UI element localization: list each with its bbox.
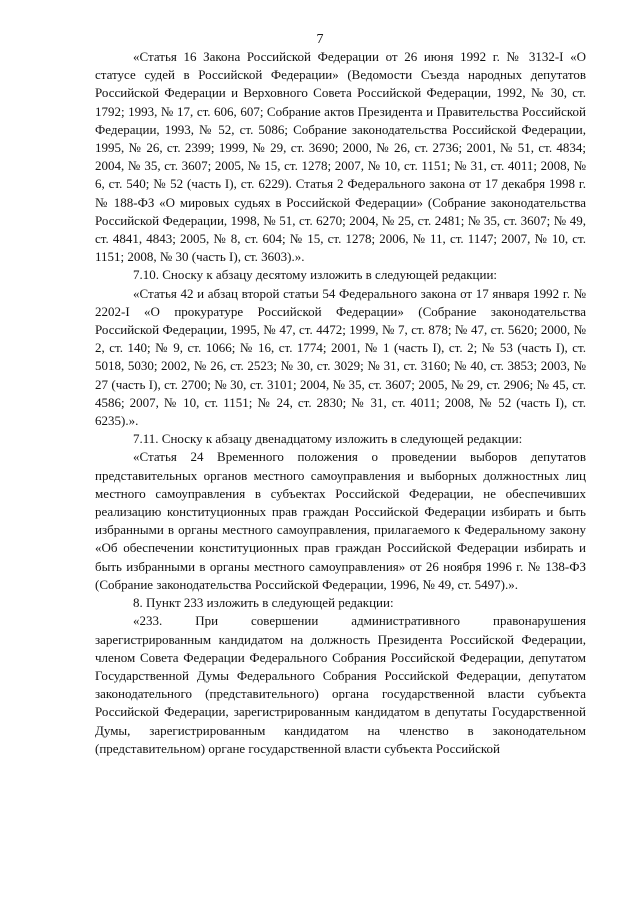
paragraph-article-42-quote: «Статья 42 и абзац второй статьи 54 Федерального закона от 17 января 1992 г. № 2202-I «О прокуратуре Российской Федерации» (Собрание законодательства Российской Федерации, 1995, № 47, ст. 4472; 1999, № 7, ст. 878; № 47, ст. 5620; 2000, № 2, ст. 140; № 9, ст. 1066; № 16, ст. 1774; 2001, № 1 (часть I), ст. 2; № 53 (часть I), ст. 5018, 5030; 2002, № 26, ст. 2523; № 30, ст. 3029; № 31, ст. 3160; № 40, ст. 3853; 2003, № 27 (часть I), ст. 2700; № 30, ст. 3101; 2004, № 35, ст. 3607; 2005, № 29, ст. 2906; № 45, ст. 4586; 2007, № 10, ст. 1151; № 24, ст. 2830; № 31, ст. 4011; 2008, № 52 (часть I), ст. 6235).». [95,285,586,429]
paragraph-item-7-10: 7.10. Сноску к абзацу десятому изложить в следующей редакции: [133,267,498,283]
paragraph-article-16-quote: «Статья 16 Закона Российской Федерации от 26 июня 1992 г. № 3132-I «О статусе судей в Российской Федерации» (Ведомости Съезда народных депутатов Российской Федерации и Верховного Совета Российской Федерации, 1992, № 30, ст. 1792; 1993, № 17, ст. 606, 607; Собрание актов Президента и Правительства Российской Федерации, 1993, № 52, ст. 5086; Собрание законодательства Российской Федерации, 1995, № 26, ст. 2399; 1999, № 29, ст. 3690; 2000, № 26, ст. 2736; 2001, № 51, ст. 4834; 2004, № 35, ст. 3607; 2005, № 15, ст. 1278; 2007, № 10, ст. 1151; № 31, ст. 4011; 2008, № 6, ст. 540; № 52 (часть I), ст. 6229). Статья 2 Федерального закона от 17 декабря 1998 г. № 188-ФЗ «О мировых судьях в Российской Федерации» (Собрание законодательства Российской Федерации, 1998, № 51, ст. 6270; 2004, № 25, ст. 2481; № 35, ст. 3607; № 49, ст. 4841, 4843; 2005, № 8, ст. 604; № 15, ст. 1278; 2006, № 11, ст. 1147; 2007, № 10, ст. 1151; 2008, № 30 (часть I), ст. 3603).». [95,49,586,265]
paragraph-item-233-quote: «233. При совершении административного правонарушения зарегистрированным кандидатом на должность Президента Российской Федерации, членом Совета Федерации Федерального Собрания Российской Федерации, депутатом Государственной Думы Федерального Собрания Российской Федерации, депутатом законодательного (представительного) органа государственной власти субъекта Российской Федерации, зарегистрированным кандидатом в депутаты Государственной Думы, зарегистрированным кандидатом на членство в законодательном (представительном) органе государственной власти субъекта Российской [95,613,586,756]
document-body [95,48,586,758]
paragraph-item-7-11: 7.11. Сноску к абзацу двенадцатому изложить в следующей редакции: [133,431,523,447]
page-number: 7 [316,32,324,47]
paragraph-article-24-quote: «Статья 24 Временного положения о проведении выборов депутатов представительных органов местного самоуправления и выборных должностных лиц местного самоуправления в субъектах Российской Федерации, не обеспечивших реализацию конституционных прав граждан Российской Федерации избирать и быть избранными в органы местного самоуправления, прилагаемого к Федеральному закону «Об обеспечении конституционных прав граждан Российской Федерации избирать и быть избранными в органы местного самоуправления» от 26 ноября 1996 г. № 138-ФЗ (Собрание законодательства Российской Федерации, 1996, № 49, ст. 5497).». [95,449,586,592]
paragraph-item-8: 8. Пункт 233 изложить в следующей редакции: [133,595,394,611]
